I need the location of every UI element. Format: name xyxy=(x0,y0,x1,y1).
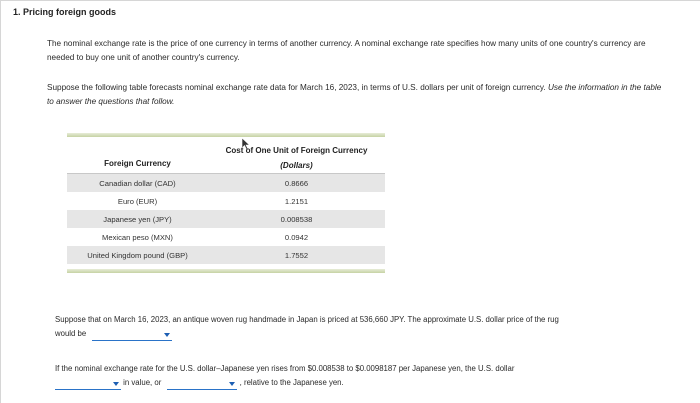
currency-cell: Canadian dollar (CAD) xyxy=(99,178,176,188)
currency-cell: United Kingdom pound (GBP) xyxy=(87,250,188,260)
header-currency: Foreign Currency xyxy=(104,159,171,168)
table-row xyxy=(67,192,385,210)
table-body xyxy=(67,174,385,264)
part1-text: Suppose that on March 16, 2023, an antique woven rug handmade in Japan is priced at 536,660 JPY. The approximate U.S. dollar price of the rug xyxy=(55,315,559,324)
cost-cell: 0.008538 xyxy=(280,214,313,224)
table-row xyxy=(67,228,385,246)
header-cost: Cost of One Unit of Foreign Currency xyxy=(225,146,368,155)
table-row xyxy=(67,210,385,228)
setup-instruction: Use the information in the table to answer the questions that follow. xyxy=(47,83,662,106)
cost-cell: 1.2151 xyxy=(284,196,309,206)
question-title: 1. Pricing foreign goods xyxy=(13,7,117,17)
header-units: (Dollars) xyxy=(280,161,313,170)
currency-cell: Japanese yen (JPY) xyxy=(103,214,172,224)
cost-cell: 0.8666 xyxy=(284,178,309,188)
currency-cell: Mexican peso (MXN) xyxy=(102,232,173,242)
table-bottom-bar xyxy=(67,269,385,273)
cost-cell: 1.7552 xyxy=(284,250,309,260)
appreciation-dropdown[interactable] xyxy=(167,379,237,390)
rug-price-dropdown[interactable] xyxy=(92,330,172,341)
chevron-down-icon xyxy=(113,382,119,386)
part2-text-end: , relative to the Japanese yen. xyxy=(239,378,344,387)
table-row xyxy=(67,174,385,192)
table-top-bar xyxy=(67,133,385,137)
setup-text: Suppose the following table forecasts nominal exchange rate data for March 16, 2023, in terms of U.S. dollars per unit of foreign currency. xyxy=(47,83,546,92)
currency-cell: Euro (EUR) xyxy=(117,196,158,206)
chevron-down-icon xyxy=(164,333,170,337)
dollar-value-dropdown[interactable] xyxy=(55,379,121,390)
setup-paragraph xyxy=(47,81,667,109)
chevron-down-icon xyxy=(229,382,235,386)
cost-cell: 0.0942 xyxy=(284,232,309,242)
part2-question xyxy=(55,362,655,390)
table-row xyxy=(67,246,385,264)
part2-text: If the nominal exchange rate for the U.S. dollar–Japanese yen rises from $0.008538 to $0.0098187 per Japanese yen, the U.S. dollar xyxy=(55,364,515,373)
part1-text-end: would be xyxy=(55,329,87,338)
intro-paragraph: The nominal exchange rate is the price of one currency in terms of another currency. A nominal exchange rate specifies how many units of one country's currency are needed to buy one unit of another country's currency. xyxy=(47,39,646,62)
part1-question xyxy=(55,313,655,341)
part2-text-mid: in value, or xyxy=(123,378,162,387)
